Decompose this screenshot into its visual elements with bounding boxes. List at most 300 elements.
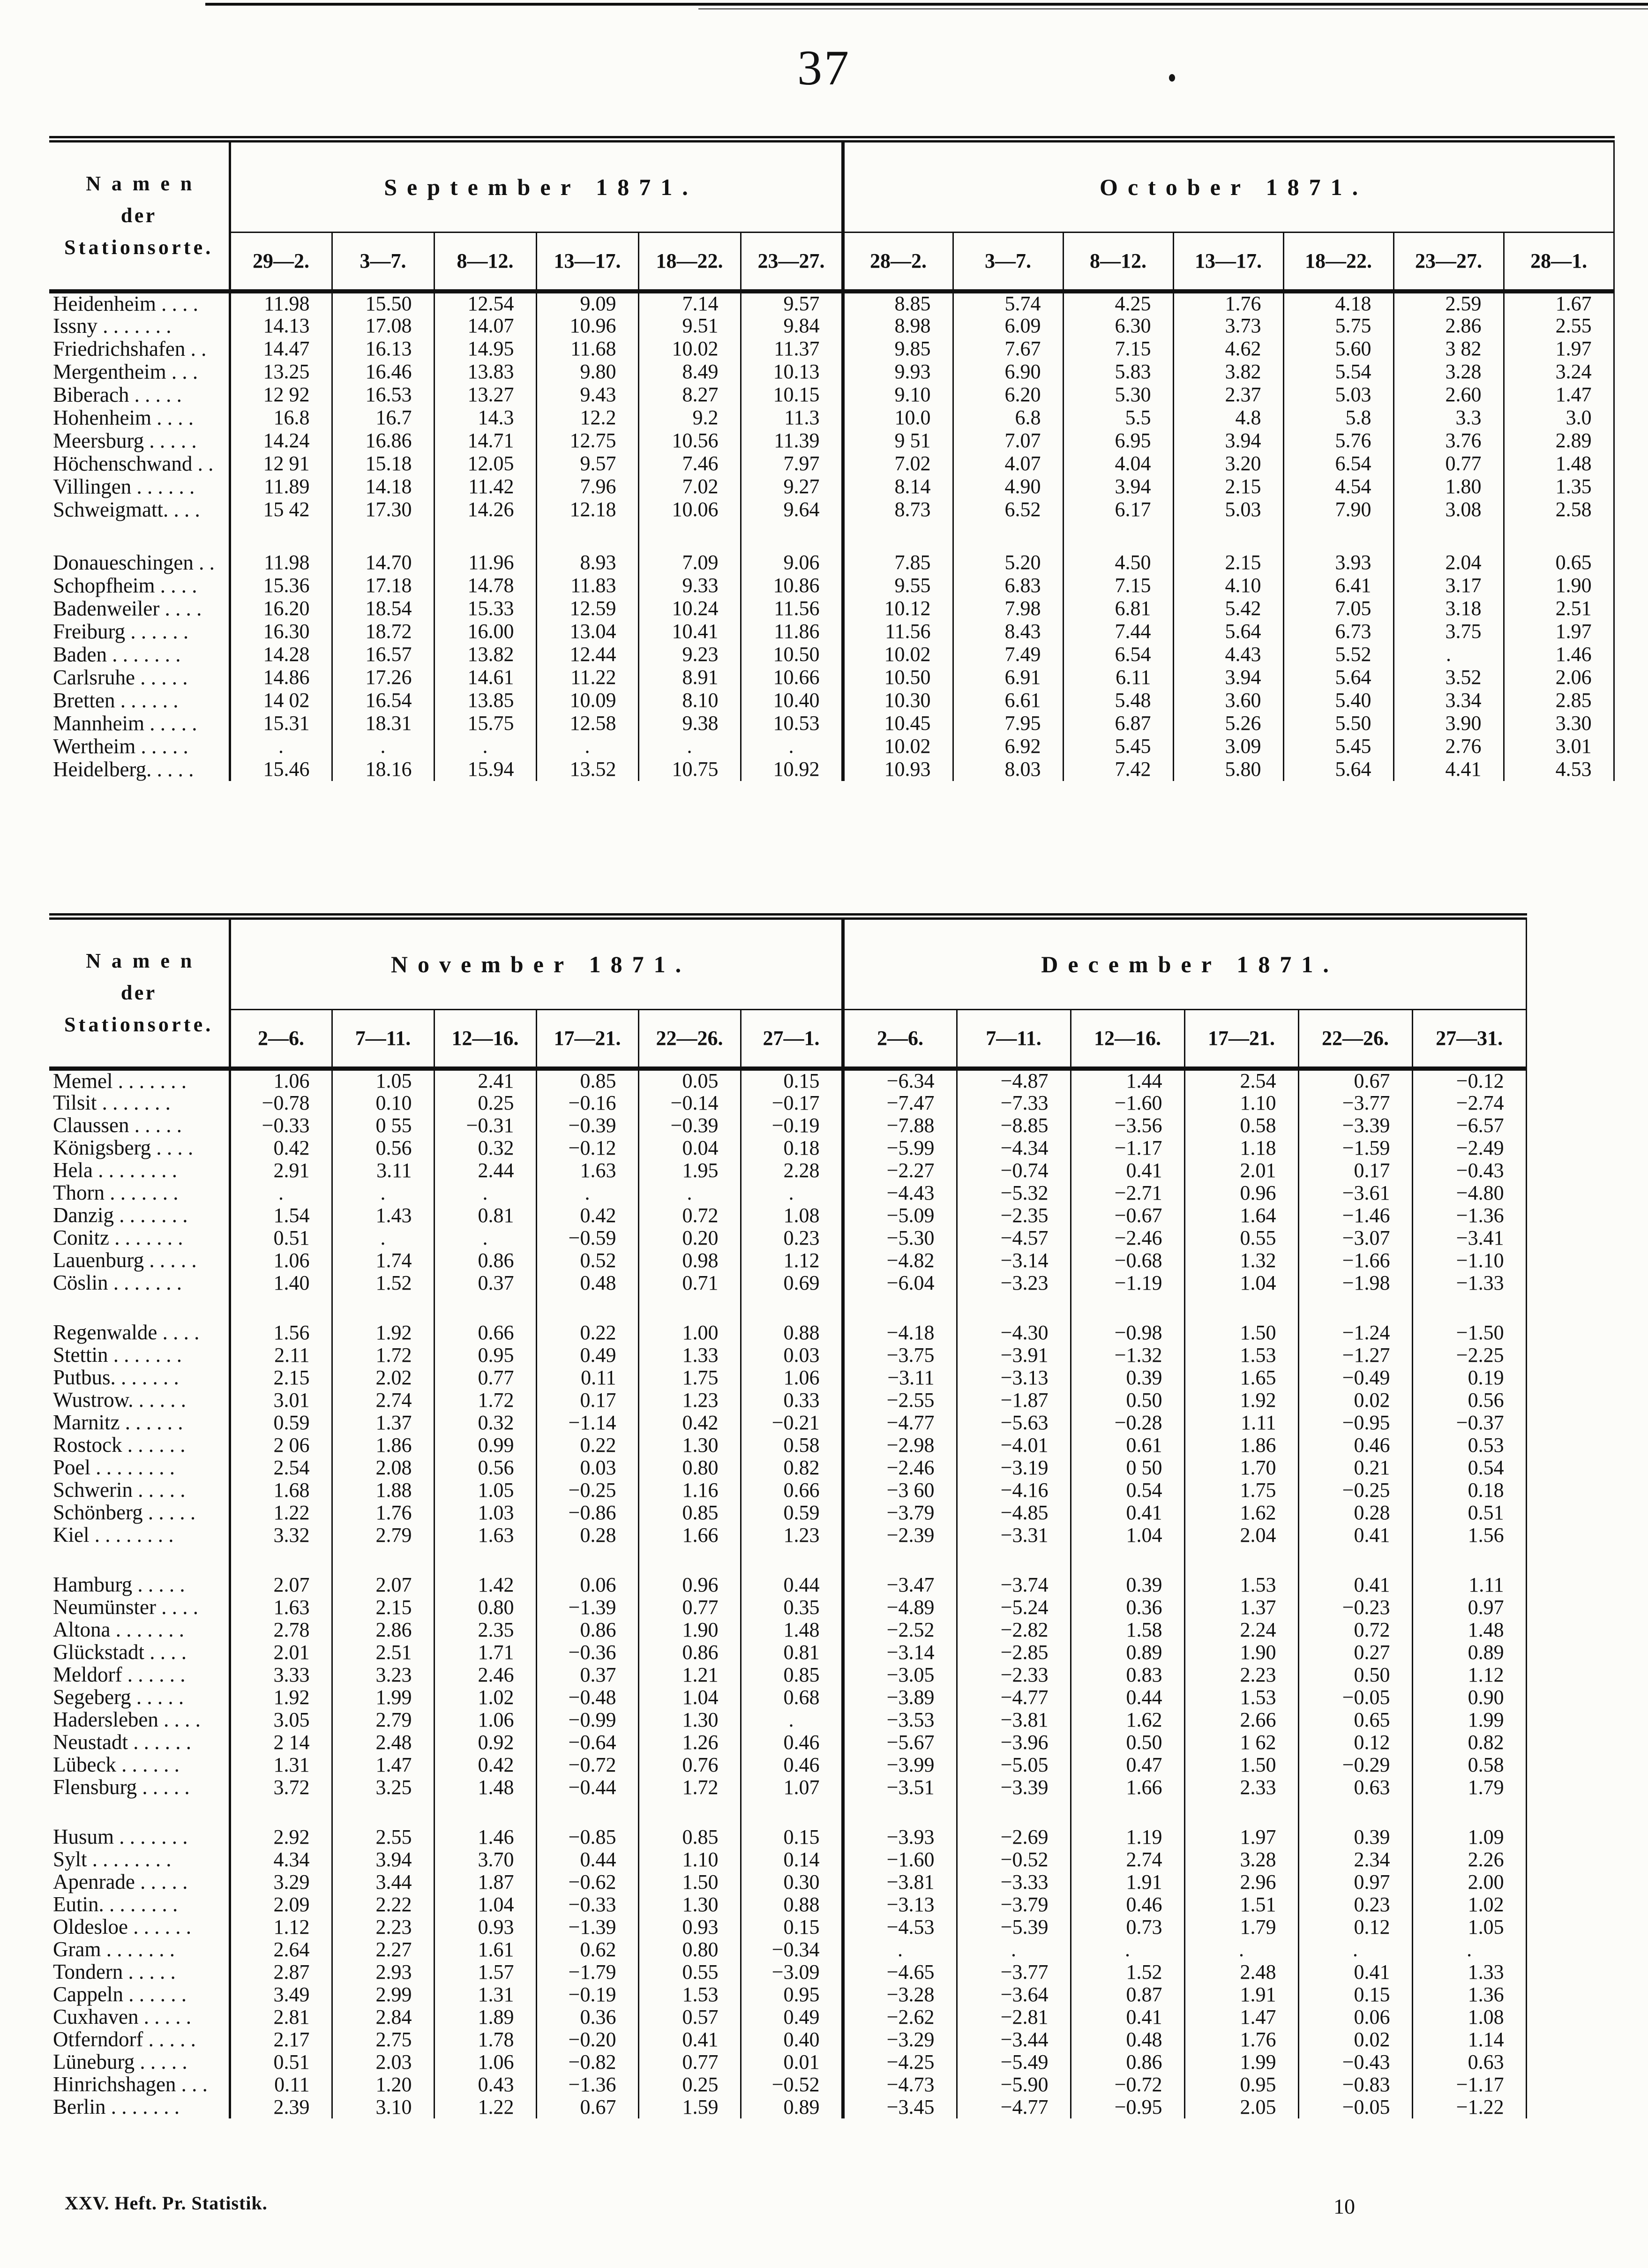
value-cell: 0.42 [638, 1412, 741, 1434]
value-cell: 3.76 [1393, 429, 1504, 452]
value-cell: −4.53 [843, 1916, 957, 1938]
value-cell: 4.62 [1173, 338, 1283, 360]
value-cell: −3.07 [1298, 1227, 1412, 1249]
value-cell: 0.41 [1071, 2006, 1184, 2028]
column-label: 8—12. [1063, 232, 1173, 291]
column-label: 28—2. [843, 232, 953, 291]
value-cell: 6.81 [1063, 597, 1173, 620]
value-cell: 0.86 [536, 1619, 638, 1641]
value-cell: 9.80 [536, 360, 638, 383]
value-cell: 2.55 [1504, 315, 1614, 338]
value-cell: 3.29 [230, 1871, 332, 1893]
value-cell: 11.56 [741, 597, 843, 620]
value-cell: 2.84 [332, 2006, 434, 2028]
value-cell: 16.53 [332, 383, 434, 406]
value-cell: 0.20 [638, 1227, 741, 1249]
station-name: Donaueschingen . . [53, 551, 215, 574]
value-cell: 5.48 [1063, 689, 1173, 712]
value-cell: −1.87 [957, 1389, 1071, 1412]
value-cell: 5.5 [1063, 406, 1173, 429]
value-cell: 1.95 [638, 1159, 741, 1182]
value-cell: 10.12 [843, 597, 953, 620]
value-cell: 0.63 [1298, 1776, 1412, 1799]
value-cell: −4.34 [957, 1137, 1071, 1159]
value-cell: 1.05 [434, 1479, 536, 1502]
value-cell: 0.49 [536, 1344, 638, 1367]
value-cell: 6.92 [953, 735, 1063, 758]
value-cell: 3.70 [434, 1848, 536, 1871]
value-cell: 5.03 [1173, 498, 1283, 521]
value-cell: 1.63 [536, 1159, 638, 1182]
value-cell: 17.30 [332, 498, 434, 521]
value-cell: −7.33 [957, 1092, 1071, 1114]
value-cell: 13.83 [434, 360, 536, 383]
value-cell: 1.74 [332, 1249, 434, 1272]
value-cell: 1.86 [332, 1434, 434, 1457]
value-cell: . [434, 1227, 536, 1249]
station-name: Flensburg . . . . . [53, 1776, 190, 1799]
value-cell: 1.67 [1504, 291, 1614, 315]
value-cell: −3.13 [843, 1893, 957, 1916]
value-cell: −4.65 [843, 1961, 957, 1983]
value-cell: −1.17 [1412, 2073, 1526, 2096]
value-cell: 0.96 [1184, 1182, 1298, 1204]
value-cell: 1.06 [434, 1709, 536, 1731]
value-cell: 1.05 [332, 1068, 434, 1092]
station-name: Meldorf . . . . . . [53, 1663, 186, 1686]
value-cell: 15.75 [434, 712, 536, 735]
value-cell: 13.27 [434, 383, 536, 406]
value-cell: 2.79 [332, 1709, 434, 1731]
value-cell: 0.49 [741, 2006, 843, 2028]
value-cell: 5.64 [1283, 666, 1393, 689]
station-name: Marnitz . . . . . . [53, 1411, 183, 1434]
footer-page-number: 10 [1333, 2194, 1355, 2218]
value-cell: 1.72 [434, 1389, 536, 1412]
value-cell: 3.08 [1393, 498, 1504, 521]
value-cell: 7.96 [536, 475, 638, 498]
value-cell: 9.85 [843, 338, 953, 360]
value-cell: −3.91 [957, 1344, 1071, 1367]
value-cell: 6.73 [1283, 620, 1393, 643]
station-name: Höchenschwand . . [53, 452, 214, 475]
value-cell: −4.82 [843, 1249, 957, 1272]
value-cell: 2.86 [332, 1619, 434, 1641]
value-cell: 0.05 [638, 1068, 741, 1092]
value-cell: −0.74 [957, 1159, 1071, 1182]
value-cell: 2.01 [1184, 1159, 1298, 1182]
value-cell: 0.25 [434, 1092, 536, 1114]
value-cell: 0.95 [1184, 2073, 1298, 2096]
value-cell: 0.32 [434, 1137, 536, 1159]
value-cell: 2.74 [332, 1389, 434, 1412]
value-cell: 2.01 [230, 1641, 332, 1664]
value-cell: −1.60 [1071, 1092, 1184, 1114]
value-cell: 1.08 [741, 1204, 843, 1227]
station-name: Altona . . . . . . . [53, 1618, 184, 1641]
value-cell: 0.15 [741, 1916, 843, 1938]
value-cell: 0.58 [1412, 1754, 1526, 1776]
value-cell: −0.29 [1298, 1754, 1412, 1776]
value-cell: −0.64 [536, 1731, 638, 1754]
value-cell: 3.75 [1393, 620, 1504, 643]
value-cell: −3.39 [957, 1776, 1071, 1799]
value-cell: 1.20 [332, 2073, 434, 2096]
value-cell: −3.93 [843, 1826, 957, 1848]
value-cell: 12 92 [230, 383, 332, 406]
stations-header-line: Namen [86, 172, 203, 195]
value-cell: −2.98 [843, 1434, 957, 1457]
value-cell: 10.96 [536, 315, 638, 338]
gap-cell [741, 1547, 843, 1574]
value-cell: 0.40 [741, 2028, 843, 2051]
value-cell: 0.88 [741, 1322, 843, 1344]
station-name: Biberach . . . . . [53, 383, 182, 406]
station-name: Memel . . . . . . . [53, 1069, 187, 1092]
value-cell: −0.72 [1071, 2073, 1184, 2096]
value-cell: 12.54 [434, 291, 536, 315]
value-cell: −0.12 [1412, 1068, 1526, 1092]
value-cell: 7.67 [953, 338, 1063, 360]
station-name: Poel . . . . . . . . [53, 1456, 175, 1479]
value-cell: 3.01 [230, 1389, 332, 1412]
value-cell: −1.27 [1298, 1344, 1412, 1367]
value-cell: −0.83 [1298, 2073, 1412, 2096]
value-cell: 1.72 [332, 1344, 434, 1367]
value-cell: 6.61 [953, 689, 1063, 712]
station-name: Gram . . . . . . . [53, 1938, 175, 1961]
value-cell: 0.18 [1412, 1479, 1526, 1502]
value-cell: 3.18 [1393, 597, 1504, 620]
value-cell: 0.88 [741, 1893, 843, 1916]
gap-cell [741, 521, 843, 551]
gap-cell [1184, 1799, 1298, 1826]
value-cell: −1.98 [1298, 1272, 1412, 1294]
value-cell: 9.84 [741, 315, 843, 338]
value-cell: 1.56 [1412, 1524, 1526, 1547]
value-cell: −3.79 [957, 1893, 1071, 1916]
value-cell: 1.12 [741, 1249, 843, 1272]
value-cell: 4.04 [1063, 452, 1173, 475]
value-cell: 3.28 [1393, 360, 1504, 383]
value-cell: 11.22 [536, 666, 638, 689]
value-cell: 5.50 [1283, 712, 1393, 735]
value-cell: 7.02 [638, 475, 741, 498]
value-cell: 15.50 [332, 291, 434, 315]
value-cell: 0.41 [1298, 1961, 1412, 1983]
value-cell: 2.55 [332, 1826, 434, 1848]
value-cell: 0.02 [1298, 2028, 1412, 2051]
value-cell: −4.43 [843, 1182, 957, 1204]
value-cell: −2.27 [843, 1159, 957, 1182]
gap-cell [332, 1294, 434, 1322]
gap-cell [230, 521, 332, 551]
value-cell: 3.72 [230, 1776, 332, 1799]
value-cell: −2.25 [1412, 1344, 1526, 1367]
value-cell: 0.86 [434, 1249, 536, 1272]
gap-cell [1298, 1799, 1412, 1826]
value-cell: 1.56 [230, 1322, 332, 1344]
value-cell: 6.54 [1063, 643, 1173, 666]
value-cell: 5.52 [1283, 643, 1393, 666]
value-cell: 1.06 [434, 2051, 536, 2073]
value-cell: 3.73 [1173, 315, 1283, 338]
value-cell: 3.3 [1393, 406, 1504, 429]
value-cell: 0.56 [332, 1137, 434, 1159]
value-cell: 1.47 [332, 1754, 434, 1776]
value-cell: 1.62 [1184, 1502, 1298, 1524]
value-cell: 0.52 [536, 1249, 638, 1272]
value-cell: 3.32 [230, 1524, 332, 1547]
value-cell: 6.90 [953, 360, 1063, 383]
value-cell: −0.39 [638, 1114, 741, 1137]
value-cell: 11.68 [536, 338, 638, 360]
value-cell: 0.87 [1071, 1983, 1184, 2006]
value-cell: −1.39 [536, 1596, 638, 1619]
value-cell: 0.77 [638, 1596, 741, 1619]
value-cell: 4.07 [953, 452, 1063, 475]
gap-cell [843, 1294, 957, 1322]
value-cell: 2.23 [332, 1916, 434, 1938]
value-cell: 10.06 [638, 498, 741, 521]
value-cell: 1.53 [1184, 1686, 1298, 1709]
value-cell: 1 62 [1184, 1731, 1298, 1754]
value-cell: 8.85 [843, 291, 953, 315]
value-cell: 0.28 [1298, 1502, 1412, 1524]
gap-cell [1393, 521, 1504, 551]
value-cell: −2.46 [843, 1457, 957, 1479]
gap-cell [1283, 521, 1393, 551]
value-cell: 6.91 [953, 666, 1063, 689]
value-cell: . [434, 1182, 536, 1204]
value-cell: 0.53 [1412, 1434, 1526, 1457]
value-cell: −2.74 [1412, 1092, 1526, 1114]
value-cell: −5.32 [957, 1182, 1071, 1204]
value-cell: 2.07 [332, 1574, 434, 1596]
value-cell: −4.77 [957, 2096, 1071, 2118]
value-cell: 8.27 [638, 383, 741, 406]
month-title-left: September 1871. [230, 139, 843, 232]
value-cell: 11.96 [434, 551, 536, 574]
value-cell: 1.75 [638, 1367, 741, 1389]
value-cell: 0.85 [638, 1826, 741, 1848]
value-cell: 15.18 [332, 452, 434, 475]
value-cell: 10.09 [536, 689, 638, 712]
value-cell: −3.53 [843, 1709, 957, 1731]
value-cell: −0.48 [536, 1686, 638, 1709]
value-cell: −0.78 [230, 1092, 332, 1114]
value-cell: 0.15 [741, 1068, 843, 1092]
value-cell: 0.50 [1298, 1664, 1412, 1686]
value-cell: 10.13 [741, 360, 843, 383]
value-cell: 7.90 [1283, 498, 1393, 521]
value-cell: 10.15 [741, 383, 843, 406]
value-cell: −0.95 [1071, 2096, 1184, 2118]
value-cell: 0.89 [1412, 1641, 1526, 1664]
value-cell: 3.90 [1393, 712, 1504, 735]
value-cell: 2.75 [332, 2028, 434, 2051]
value-cell: 3.94 [1173, 429, 1283, 452]
value-cell: 6.83 [953, 574, 1063, 597]
value-cell: 2.09 [230, 1893, 332, 1916]
value-cell: . [957, 1938, 1071, 1961]
value-cell: 3.94 [332, 1848, 434, 1871]
value-cell: 1.90 [638, 1619, 741, 1641]
page-number: 37 [797, 40, 851, 95]
value-cell: 5.64 [1283, 758, 1393, 781]
column-label: 8—12. [434, 232, 536, 291]
value-cell: 0.03 [741, 1344, 843, 1367]
value-cell: 2.85 [1504, 689, 1614, 712]
ink-dot [1169, 74, 1175, 82]
value-cell: 0.80 [638, 1938, 741, 1961]
value-cell: 2.04 [1393, 551, 1504, 574]
value-cell: 1.76 [1173, 291, 1283, 315]
value-cell: 7.44 [1063, 620, 1173, 643]
value-cell: 1.57 [434, 1961, 536, 1983]
value-cell: −0.23 [1298, 1596, 1412, 1619]
value-cell: 1.12 [230, 1916, 332, 1938]
value-cell: −3.14 [843, 1641, 957, 1664]
value-cell: −3.14 [957, 1249, 1071, 1272]
value-cell: −2.55 [843, 1389, 957, 1412]
column-label: 3—7. [953, 232, 1063, 291]
value-cell: 5.42 [1173, 597, 1283, 620]
value-cell: −1.10 [1412, 1249, 1526, 1272]
value-cell: 0.86 [638, 1641, 741, 1664]
value-cell: 1.18 [1184, 1137, 1298, 1159]
value-cell: 10.0 [843, 406, 953, 429]
value-cell: −2.35 [957, 1204, 1071, 1227]
value-cell: 2.48 [1184, 1961, 1298, 1983]
value-cell: 14.47 [230, 338, 332, 360]
value-cell: 1.46 [434, 1826, 536, 1848]
value-cell: 7.98 [953, 597, 1063, 620]
value-cell: 3 82 [1393, 338, 1504, 360]
value-cell: 5.83 [1063, 360, 1173, 383]
value-cell: 10.50 [741, 643, 843, 666]
value-cell: 2.92 [230, 1826, 332, 1848]
value-cell: 5.45 [1283, 735, 1393, 758]
value-cell: 15.46 [230, 758, 332, 781]
value-cell: −1.36 [536, 2073, 638, 2096]
station-name: Lübeck . . . . . . [53, 1753, 180, 1776]
value-cell: . [741, 1709, 843, 1731]
value-cell: −7.47 [843, 1092, 957, 1114]
value-cell: 1.97 [1504, 338, 1614, 360]
value-cell: −3.99 [843, 1754, 957, 1776]
station-name: Sylt . . . . . . . . [53, 1848, 172, 1871]
value-cell: −2.33 [957, 1664, 1071, 1686]
value-cell: 1.62 [1071, 1709, 1184, 1731]
value-cell: 6.54 [1283, 452, 1393, 475]
value-cell: 16.13 [332, 338, 434, 360]
value-cell: 1.71 [434, 1641, 536, 1664]
value-cell: 14.24 [230, 429, 332, 452]
column-label: 13—17. [1173, 232, 1283, 291]
value-cell: 2.74 [1071, 1848, 1184, 1871]
value-cell: 4.25 [1063, 291, 1173, 315]
value-cell: 5.54 [1283, 360, 1393, 383]
value-cell: 0.68 [741, 1686, 843, 1709]
value-cell: 0.54 [1071, 1479, 1184, 1502]
stations-header-line: der [120, 981, 157, 1005]
value-cell: 0.36 [1071, 1596, 1184, 1619]
value-cell: 1.33 [1412, 1961, 1526, 1983]
station-name: Badenweiler . . . . [53, 597, 202, 620]
value-cell: 10.50 [843, 666, 953, 689]
value-cell: 0.17 [536, 1389, 638, 1412]
value-cell: −0.21 [741, 1412, 843, 1434]
value-cell: . [332, 1182, 434, 1204]
value-cell: . [230, 735, 332, 758]
value-cell: 1.00 [638, 1322, 741, 1344]
value-cell: 13.52 [536, 758, 638, 781]
value-cell: −1.22 [1412, 2096, 1526, 2118]
value-cell: 5.45 [1063, 735, 1173, 758]
value-cell: . [332, 1227, 434, 1249]
value-cell: −6.04 [843, 1272, 957, 1294]
value-cell: 1.89 [434, 2006, 536, 2028]
value-cell: 0.12 [1298, 1731, 1412, 1754]
value-cell: 2 14 [230, 1731, 332, 1754]
value-cell: −0.49 [1298, 1367, 1412, 1389]
value-cell: 0.71 [638, 1272, 741, 1294]
value-cell: −1.24 [1298, 1322, 1412, 1344]
value-cell: 1.04 [638, 1686, 741, 1709]
gap-cell [49, 1799, 230, 1826]
value-cell: 3.23 [332, 1664, 434, 1686]
gap-cell [536, 521, 638, 551]
value-cell: 0.37 [434, 1272, 536, 1294]
station-name: Conitz . . . . . . . [53, 1226, 183, 1249]
gap-cell [957, 1547, 1071, 1574]
value-cell: 18.31 [332, 712, 434, 735]
value-cell: 2.99 [332, 1983, 434, 2006]
value-cell: 0.44 [536, 1848, 638, 1871]
value-cell: 2.76 [1393, 735, 1504, 758]
value-cell: −0.25 [1298, 1479, 1412, 1502]
value-cell: −3.13 [957, 1367, 1071, 1389]
value-cell: 10.86 [741, 574, 843, 597]
value-cell: 0.85 [741, 1664, 843, 1686]
value-cell: 1.06 [230, 1249, 332, 1272]
station-name: Lüneburg . . . . . [53, 2050, 187, 2073]
value-cell: . [1298, 1938, 1412, 1961]
value-cell: 2.66 [1184, 1709, 1298, 1731]
value-cell: . [1184, 1938, 1298, 1961]
value-cell: 8.49 [638, 360, 741, 383]
value-cell: 16.8 [230, 406, 332, 429]
value-cell: 0.43 [434, 2073, 536, 2096]
value-cell: 9.2 [638, 406, 741, 429]
column-label: 23—27. [1393, 232, 1504, 291]
value-cell: −0.98 [1071, 1322, 1184, 1344]
value-cell: 2.59 [1393, 291, 1504, 315]
value-cell: 11.37 [741, 338, 843, 360]
value-cell: 7.85 [843, 551, 953, 574]
value-cell: −6.57 [1412, 1114, 1526, 1137]
value-cell: 3.17 [1393, 574, 1504, 597]
value-cell: 2.17 [230, 2028, 332, 2051]
value-cell: −8.85 [957, 1114, 1071, 1137]
value-cell: 0.11 [230, 2073, 332, 2096]
gap-cell [434, 1799, 536, 1826]
value-cell: 6.87 [1063, 712, 1173, 735]
value-cell: −0.39 [536, 1114, 638, 1137]
value-cell: 1.63 [434, 1524, 536, 1547]
value-cell: 0.41 [1071, 1159, 1184, 1182]
